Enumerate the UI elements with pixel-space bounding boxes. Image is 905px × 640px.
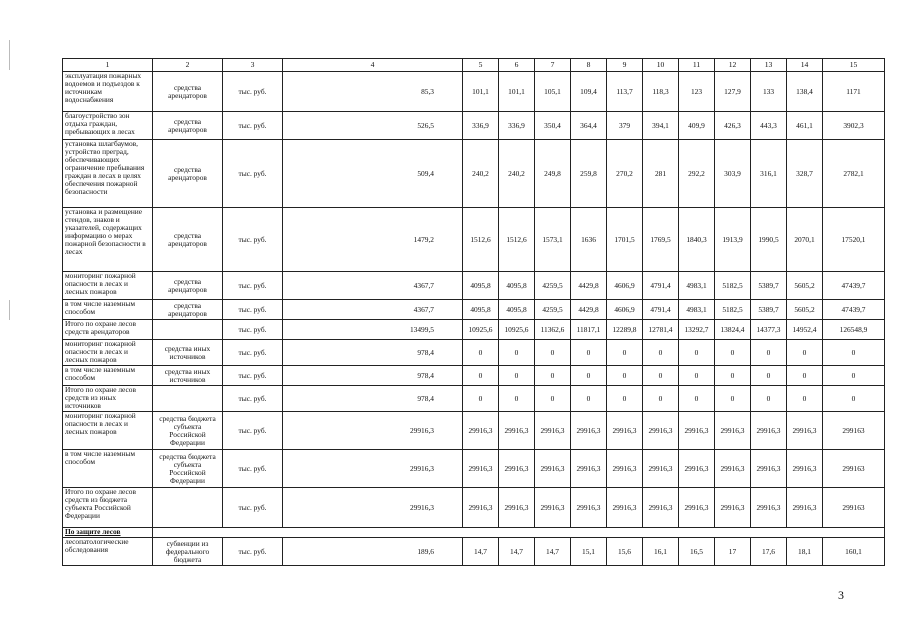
- value-cell: 0: [823, 366, 885, 386]
- value-cell: 0: [607, 366, 643, 386]
- value-cell: 978,4: [283, 386, 463, 412]
- table-row: [63, 208, 885, 272]
- value-cell: 11817,1: [571, 320, 607, 340]
- value-cell: 1769,5: [643, 208, 679, 272]
- value-cell: 85,3: [283, 72, 463, 112]
- unit: тыс. руб.: [223, 140, 283, 208]
- value-cell: 29916,3: [571, 412, 607, 450]
- value-cell: 336,9: [463, 112, 499, 140]
- value-cell: 328,7: [787, 140, 823, 208]
- value-cell: 240,2: [499, 140, 535, 208]
- value-cell: 299163: [823, 412, 885, 450]
- value-cell: 978,4: [283, 366, 463, 386]
- funding-source: субвенции из федерального бюджета: [153, 538, 223, 566]
- value-cell: 29916,3: [643, 488, 679, 528]
- value-cell: 316,1: [751, 140, 787, 208]
- activity-name: благоустройство зон отдыха граждан, пребывающих в лесах: [63, 112, 153, 140]
- unit: тыс. руб.: [223, 72, 283, 112]
- value-cell: 4791,4: [643, 300, 679, 320]
- value-cell: 379: [607, 112, 643, 140]
- value-cell: 1913,9: [715, 208, 751, 272]
- value-cell: 0: [499, 340, 535, 366]
- value-cell: 17520,1: [823, 208, 885, 272]
- value-cell: 29916,3: [679, 450, 715, 488]
- value-cell: 29916,3: [535, 412, 571, 450]
- funding-source: средства арендаторов: [153, 272, 223, 300]
- value-cell: 1573,1: [535, 208, 571, 272]
- funding-source: средства бюджета субъекта Российской Федерации: [153, 412, 223, 450]
- value-cell: 4429,8: [571, 300, 607, 320]
- value-cell: 426,3: [715, 112, 751, 140]
- value-cell: 0: [571, 386, 607, 412]
- value-cell: 0: [463, 340, 499, 366]
- value-cell: 0: [535, 366, 571, 386]
- table-row: [63, 412, 885, 450]
- value-cell: 5182,5: [715, 272, 751, 300]
- column-number: 15: [823, 59, 885, 72]
- value-cell: 29916,3: [535, 488, 571, 528]
- unit: тыс. руб.: [223, 112, 283, 140]
- funding-source: средства арендаторов: [153, 140, 223, 208]
- value-cell: 0: [463, 386, 499, 412]
- value-cell: 47439,7: [823, 272, 885, 300]
- value-cell: 138,4: [787, 72, 823, 112]
- value-cell: 29916,3: [715, 450, 751, 488]
- column-number: 10: [643, 59, 679, 72]
- section-filler: [153, 528, 885, 538]
- value-cell: 29916,3: [463, 488, 499, 528]
- value-cell: 17,6: [751, 538, 787, 566]
- value-cell: 29916,3: [607, 488, 643, 528]
- funding-source: средства арендаторов: [153, 300, 223, 320]
- value-cell: 29916,3: [679, 488, 715, 528]
- value-cell: 4095,8: [463, 272, 499, 300]
- value-cell: 14,7: [463, 538, 499, 566]
- value-cell: 12289,8: [607, 320, 643, 340]
- value-cell: 113,7: [607, 72, 643, 112]
- value-cell: 0: [499, 366, 535, 386]
- column-number: 12: [715, 59, 751, 72]
- value-cell: 0: [643, 386, 679, 412]
- value-cell: 29916,3: [787, 450, 823, 488]
- value-cell: 0: [499, 386, 535, 412]
- value-cell: 978,4: [283, 340, 463, 366]
- table-row: [63, 450, 885, 488]
- value-cell: 16,1: [643, 538, 679, 566]
- value-cell: 29916,3: [715, 412, 751, 450]
- value-cell: 29916,3: [751, 488, 787, 528]
- value-cell: 127,9: [715, 72, 751, 112]
- value-cell: 14,7: [535, 538, 571, 566]
- value-cell: 133: [751, 72, 787, 112]
- value-cell: 18,1: [787, 538, 823, 566]
- value-cell: 101,1: [463, 72, 499, 112]
- value-cell: 29916,3: [787, 412, 823, 450]
- value-cell: 0: [679, 386, 715, 412]
- activity-name: лесопатологические обследования: [63, 538, 153, 566]
- value-cell: 394,1: [643, 112, 679, 140]
- column-number: 14: [787, 59, 823, 72]
- value-cell: 29916,3: [643, 450, 679, 488]
- page-number: 3: [838, 588, 844, 602]
- value-cell: 29916,3: [571, 488, 607, 528]
- table-row: [63, 140, 885, 208]
- unit: тыс. руб.: [223, 386, 283, 412]
- table-row: [63, 72, 885, 112]
- activity-name: в том числе наземным способом: [63, 300, 153, 320]
- value-cell: 0: [751, 340, 787, 366]
- activity-name: Итого по охране лесов средств из бюджета субъекта Российской Федерации: [63, 488, 153, 528]
- column-number: 7: [535, 59, 571, 72]
- value-cell: 126548,9: [823, 320, 885, 340]
- value-cell: 1171: [823, 72, 885, 112]
- value-cell: 0: [607, 386, 643, 412]
- value-cell: 4095,8: [463, 300, 499, 320]
- section-row: [63, 528, 885, 538]
- table-row: [63, 272, 885, 300]
- funding-source: средства арендаторов: [153, 112, 223, 140]
- value-cell: 0: [751, 386, 787, 412]
- column-number: 11: [679, 59, 715, 72]
- unit: тыс. руб.: [223, 272, 283, 300]
- funding-source: средства иных источников: [153, 340, 223, 366]
- table-row: [63, 538, 885, 566]
- value-cell: 1479,2: [283, 208, 463, 272]
- value-cell: 0: [715, 386, 751, 412]
- value-cell: 29916,3: [499, 450, 535, 488]
- value-cell: 14952,4: [787, 320, 823, 340]
- scan-edge-mark: [9, 40, 10, 70]
- unit: тыс. руб.: [223, 340, 283, 366]
- unit: тыс. руб.: [223, 488, 283, 528]
- value-cell: 17: [715, 538, 751, 566]
- value-cell: 10925,6: [499, 320, 535, 340]
- table-row: [63, 112, 885, 140]
- value-cell: 29916,3: [499, 488, 535, 528]
- table-row: [63, 386, 885, 412]
- value-cell: 5605,2: [787, 300, 823, 320]
- value-cell: 12781,4: [643, 320, 679, 340]
- activity-name: установка и размещение стендов, знаков и указателей, содержащих информацию о мерах пожарной безопасности в лесах: [63, 208, 153, 272]
- value-cell: 0: [571, 340, 607, 366]
- value-cell: 11362,6: [535, 320, 571, 340]
- value-cell: 1701,5: [607, 208, 643, 272]
- value-cell: 101,1: [499, 72, 535, 112]
- value-cell: 29916,3: [751, 450, 787, 488]
- value-cell: 270,2: [607, 140, 643, 208]
- value-cell: 3902,3: [823, 112, 885, 140]
- unit: тыс. руб.: [223, 208, 283, 272]
- value-cell: 526,5: [283, 112, 463, 140]
- value-cell: 47439,7: [823, 300, 885, 320]
- value-cell: 5389,7: [751, 272, 787, 300]
- value-cell: 303,9: [715, 140, 751, 208]
- value-cell: 0: [823, 386, 885, 412]
- column-number: 9: [607, 59, 643, 72]
- value-cell: 4259,5: [535, 300, 571, 320]
- value-cell: 409,9: [679, 112, 715, 140]
- value-cell: 1512,6: [463, 208, 499, 272]
- value-cell: 1990,5: [751, 208, 787, 272]
- data-table: [62, 58, 885, 566]
- value-cell: 29916,3: [283, 488, 463, 528]
- value-cell: 29916,3: [283, 412, 463, 450]
- table-row: [63, 488, 885, 528]
- value-cell: 1636: [571, 208, 607, 272]
- value-cell: 1840,3: [679, 208, 715, 272]
- value-cell: 0: [463, 366, 499, 386]
- table-row: [63, 366, 885, 386]
- value-cell: 29916,3: [715, 488, 751, 528]
- value-cell: 14377,3: [751, 320, 787, 340]
- value-cell: 2070,1: [787, 208, 823, 272]
- value-cell: 29916,3: [679, 412, 715, 450]
- value-cell: 1512,6: [499, 208, 535, 272]
- value-cell: 105,1: [535, 72, 571, 112]
- table-body: [63, 59, 885, 566]
- value-cell: 4606,9: [607, 272, 643, 300]
- value-cell: 123: [679, 72, 715, 112]
- funding-source: [153, 386, 223, 412]
- activity-name: установка шлагбаумов, устройство преград, обеспечивающих ограничение пребывания граждан в лесах в целях обеспечения пожарной безопасности: [63, 140, 153, 208]
- column-number: 8: [571, 59, 607, 72]
- activity-name: в том числе наземным способом: [63, 450, 153, 488]
- value-cell: 29916,3: [751, 412, 787, 450]
- column-number: 6: [499, 59, 535, 72]
- value-cell: 4259,5: [535, 272, 571, 300]
- value-cell: 29916,3: [535, 450, 571, 488]
- value-cell: 13292,7: [679, 320, 715, 340]
- activity-name: в том числе наземным способом: [63, 366, 153, 386]
- value-cell: 5389,7: [751, 300, 787, 320]
- value-cell: 509,4: [283, 140, 463, 208]
- value-cell: 350,4: [535, 112, 571, 140]
- value-cell: 0: [535, 386, 571, 412]
- value-cell: 0: [787, 386, 823, 412]
- value-cell: 118,3: [643, 72, 679, 112]
- value-cell: 0: [787, 340, 823, 366]
- value-cell: 364,4: [571, 112, 607, 140]
- value-cell: 29916,3: [463, 450, 499, 488]
- value-cell: 0: [823, 340, 885, 366]
- value-cell: 0: [715, 340, 751, 366]
- column-number: 2: [153, 59, 223, 72]
- value-cell: 15,6: [607, 538, 643, 566]
- column-number: 5: [463, 59, 499, 72]
- value-cell: 29916,3: [643, 412, 679, 450]
- value-cell: 299163: [823, 488, 885, 528]
- column-number-row: [63, 59, 885, 72]
- activity-name: мониторинг пожарной опасности в лесах и лесных пожаров: [63, 272, 153, 300]
- activity-name: Итого по охране лесов средств арендаторов: [63, 320, 153, 340]
- value-cell: 16,5: [679, 538, 715, 566]
- table-row: [63, 300, 885, 320]
- value-cell: 29916,3: [463, 412, 499, 450]
- activity-name: эксплуатация пожарных водоемов и подъездов к источникам водоснабжения: [63, 72, 153, 112]
- table-row: [63, 340, 885, 366]
- value-cell: 29916,3: [283, 450, 463, 488]
- activity-name: мониторинг пожарной опасности в лесах и лесных пожаров: [63, 412, 153, 450]
- value-cell: 4606,9: [607, 300, 643, 320]
- unit: тыс. руб.: [223, 412, 283, 450]
- funding-source: средства бюджета субъекта Российской Федерации: [153, 450, 223, 488]
- value-cell: 4429,8: [571, 272, 607, 300]
- funding-source: средства арендаторов: [153, 72, 223, 112]
- value-cell: 4095,8: [499, 272, 535, 300]
- value-cell: 10925,6: [463, 320, 499, 340]
- scan-edge-mark: [9, 300, 10, 320]
- value-cell: 4095,8: [499, 300, 535, 320]
- value-cell: 4983,1: [679, 272, 715, 300]
- value-cell: 29916,3: [571, 450, 607, 488]
- activity-name: мониторинг пожарной опасности в лесах и лесных пожаров: [63, 340, 153, 366]
- table-row: [63, 320, 885, 340]
- value-cell: 29916,3: [607, 412, 643, 450]
- value-cell: 0: [571, 366, 607, 386]
- value-cell: 249,8: [535, 140, 571, 208]
- value-cell: 29916,3: [787, 488, 823, 528]
- value-cell: 5605,2: [787, 272, 823, 300]
- value-cell: 240,2: [463, 140, 499, 208]
- value-cell: 0: [787, 366, 823, 386]
- value-cell: 4367,7: [283, 300, 463, 320]
- value-cell: 461,1: [787, 112, 823, 140]
- value-cell: 2782,1: [823, 140, 885, 208]
- unit: тыс. руб.: [223, 450, 283, 488]
- value-cell: 292,2: [679, 140, 715, 208]
- column-number: 13: [751, 59, 787, 72]
- value-cell: 29916,3: [607, 450, 643, 488]
- value-cell: 0: [535, 340, 571, 366]
- value-cell: 160,1: [823, 538, 885, 566]
- value-cell: 4367,7: [283, 272, 463, 300]
- value-cell: 336,9: [499, 112, 535, 140]
- value-cell: 189,6: [283, 538, 463, 566]
- value-cell: 0: [643, 366, 679, 386]
- value-cell: 0: [643, 340, 679, 366]
- value-cell: 0: [607, 340, 643, 366]
- value-cell: 0: [679, 340, 715, 366]
- unit: тыс. руб.: [223, 366, 283, 386]
- value-cell: 29916,3: [499, 412, 535, 450]
- column-number: 1: [63, 59, 153, 72]
- value-cell: 109,4: [571, 72, 607, 112]
- section-title: По защите лесов: [63, 528, 153, 538]
- value-cell: 443,3: [751, 112, 787, 140]
- funding-source: средства иных источников: [153, 366, 223, 386]
- value-cell: 0: [751, 366, 787, 386]
- column-number: 3: [223, 59, 283, 72]
- value-cell: 281: [643, 140, 679, 208]
- value-cell: 0: [715, 366, 751, 386]
- value-cell: 299163: [823, 450, 885, 488]
- funding-source: [153, 320, 223, 340]
- value-cell: 259,8: [571, 140, 607, 208]
- unit: тыс. руб.: [223, 300, 283, 320]
- activity-name: Итого по охране лесов средств из иных источников: [63, 386, 153, 412]
- column-number: 4: [283, 59, 463, 72]
- funding-source: [153, 488, 223, 528]
- value-cell: 13824,4: [715, 320, 751, 340]
- value-cell: 0: [679, 366, 715, 386]
- unit: тыс. руб.: [223, 320, 283, 340]
- value-cell: 14,7: [499, 538, 535, 566]
- unit: тыс. руб.: [223, 538, 283, 566]
- funding-source: средства арендаторов: [153, 208, 223, 272]
- value-cell: 4983,1: [679, 300, 715, 320]
- value-cell: 5182,5: [715, 300, 751, 320]
- value-cell: 4791,4: [643, 272, 679, 300]
- value-cell: 13499,5: [283, 320, 463, 340]
- value-cell: 15,1: [571, 538, 607, 566]
